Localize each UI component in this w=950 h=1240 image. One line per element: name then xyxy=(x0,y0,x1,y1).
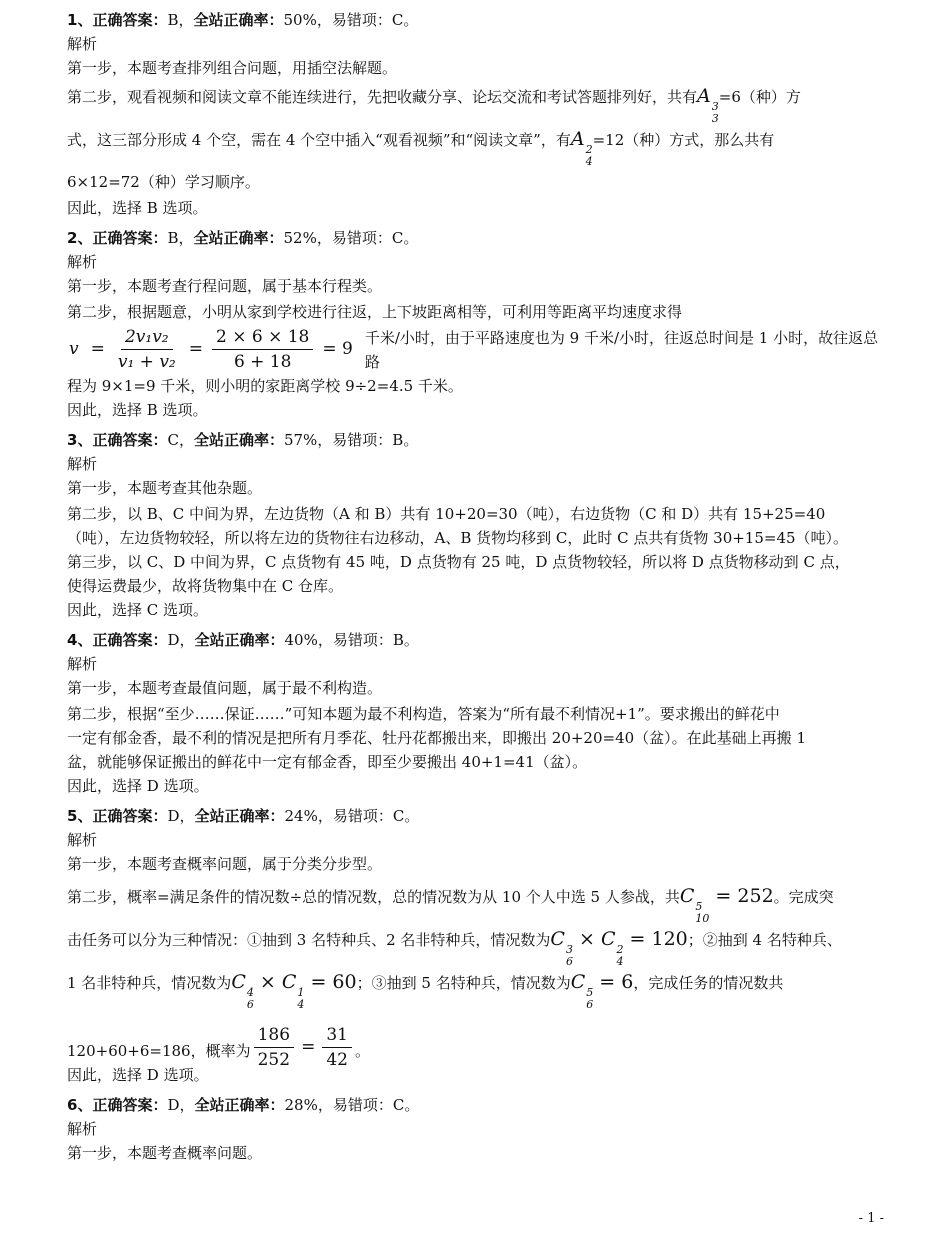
conclusion: 因此，选择 D 选项。 xyxy=(67,1066,209,1084)
average-speed-formula: v = $\frac{\text{2v₁v₂}}{\text{v₁ + v₂}}$ = $\frac{2 \times 6 \times 18}{6 + 18}$ = 9 千米/小时，由于平路速度也为 9 千米/小时，往返总时间是 1 小时，故往返总路 xyxy=(69,326,879,372)
step-2: 第二步，根据“至少……保证……”可知本题为最不利构造，答案为“所有最不利情况+1”。要求搬出的鲜花中 一定有郁金香，最不利的情况是把所有月季花、牡丹花都搬出来，即搬出 20+20=40（盆）。在此基础上再搬 1 盆，就能够保证搬出的鲜花中一定有郁金香，即至少要搬出 40+1=41（盆）。 xyxy=(67,705,806,771)
conclusion: 因此，选择 B 选项。 xyxy=(67,199,208,217)
page-number: - 1 - xyxy=(858,1211,884,1226)
conclusion: 因此，选择 C 选项。 xyxy=(67,601,209,619)
analysis-label: 解析 xyxy=(67,655,98,673)
step-1: 第一步，本题考查排列组合问题，用插空法解题。 xyxy=(67,59,398,77)
question-2-header: 2、正确答案：B，全站正确率：52%，易错项：C。 xyxy=(67,229,419,247)
permutation-formula: A 3 3 xyxy=(697,85,719,125)
analysis-label: 解析 xyxy=(67,35,98,53)
step-1: 第一步，本题考查概率问题。 xyxy=(67,1144,263,1162)
step-2-cont: 程为 9×1=9 千米，则小明的家距离学校 9÷2=4.5 千米。 xyxy=(67,377,463,395)
conclusion: 因此，选择 B 选项。 xyxy=(67,401,208,419)
step-2: 第二步，以 B、C 中间为界，左边货物（A 和 B）共有 10+20=30（吨），右边货物（C 和 D）共有 15+25=40 （吨），左边货物较轻，所以将左边的货物往右边移动，A、B 货物均移到 C，此时 C 点共有货物 30+15=45（吨）。 xyxy=(67,505,849,547)
analysis-label: 解析 xyxy=(67,1120,98,1138)
step-1: 第一步，本题考查其他杂题。 xyxy=(67,479,263,497)
question-4-header: 4、正确答案：D，全站正确率：40%，易错项：B。 xyxy=(67,631,419,649)
conclusion: 因此，选择 D 选项。 xyxy=(67,777,209,795)
step-1: 第一步，本题考查概率问题，属于分类分步型。 xyxy=(67,855,383,873)
question-5-header: 5、正确答案：D，全站正确率：24%，易错项：C。 xyxy=(67,807,420,825)
question-1-header: 1、正确答案：B，全站正确率：50%，易错项：C。 xyxy=(67,11,419,29)
step-3: 第三步，以 C、D 中间为界，C 点货物有 45 吨，D 点货物有 25 吨，D 点货物较轻，所以将 D 点货物移动到 C 点， 使得运费最少，故将货物集中在 C 仓库。 xyxy=(67,553,850,595)
analysis-label: 解析 xyxy=(67,455,98,473)
permutation-formula: A 2 4 xyxy=(570,128,593,168)
question-6-header: 6、正确答案：D，全站正确率：28%，易错项：C。 xyxy=(67,1096,420,1114)
analysis-label: 解析 xyxy=(67,831,98,849)
combination-formula: C 3 6 × C 2 4 = 120 xyxy=(550,928,688,968)
combination-formula: C 5 6 = 6 xyxy=(570,971,634,1011)
document-page xyxy=(67,8,887,1165)
step-2: 第二步，概率=满足条件的情况数÷总的情况数，总的情况数为从 10 个人中选 5 人参战，共C 5 10 = 252。完成突 击任务可以分为三种情况：①抽到 3 名特种兵、2 名非特种兵，情况数为C 3 6 × C 2 4 = 120；②抽到 4 名特种兵、 1 名非特种兵，情况数为C 4 6 × C 1 4 = 60；③抽到 5 名特种兵，情况数为C 5 6 = 6，完成任务的情况数共 xyxy=(67,885,842,1011)
step-2: 第二步，根据题意，小明从家到学校进行往返，上下坡距离相等，可利用等距离平均速度求得 xyxy=(67,303,683,321)
step-1: 第一步，本题考查行程问题，属于基本行程类。 xyxy=(67,277,383,295)
combination-formula: C 4 6 × C 1 4 = 60 xyxy=(231,971,357,1011)
probability-line: 120+60+6=186，概率为 $\frac{186}{252}$ = $\frac{31}{42}$ 。 xyxy=(67,1024,370,1070)
combination-formula: C 5 10 = 252 xyxy=(679,885,774,925)
step-1: 第一步，本题考查最值问题，属于最不利构造。 xyxy=(67,679,383,697)
question-3-header: 3、正确答案：C，全站正确率：57%，易错项：B。 xyxy=(67,431,419,449)
step-2: 第二步，观看视频和阅读文章不能连续进行，先把收藏分享、论坛交流和考试答题排列好，共有A 3 3 =6（种）方 式，这三部分形成 4 个空，需在 4 个空中插入“观看视频”和“阅读文章”，有A 2 4 =12（种）方式，那么共有 6×12=72（种）学习顺序。 xyxy=(67,85,801,191)
analysis-label: 解析 xyxy=(67,253,98,271)
